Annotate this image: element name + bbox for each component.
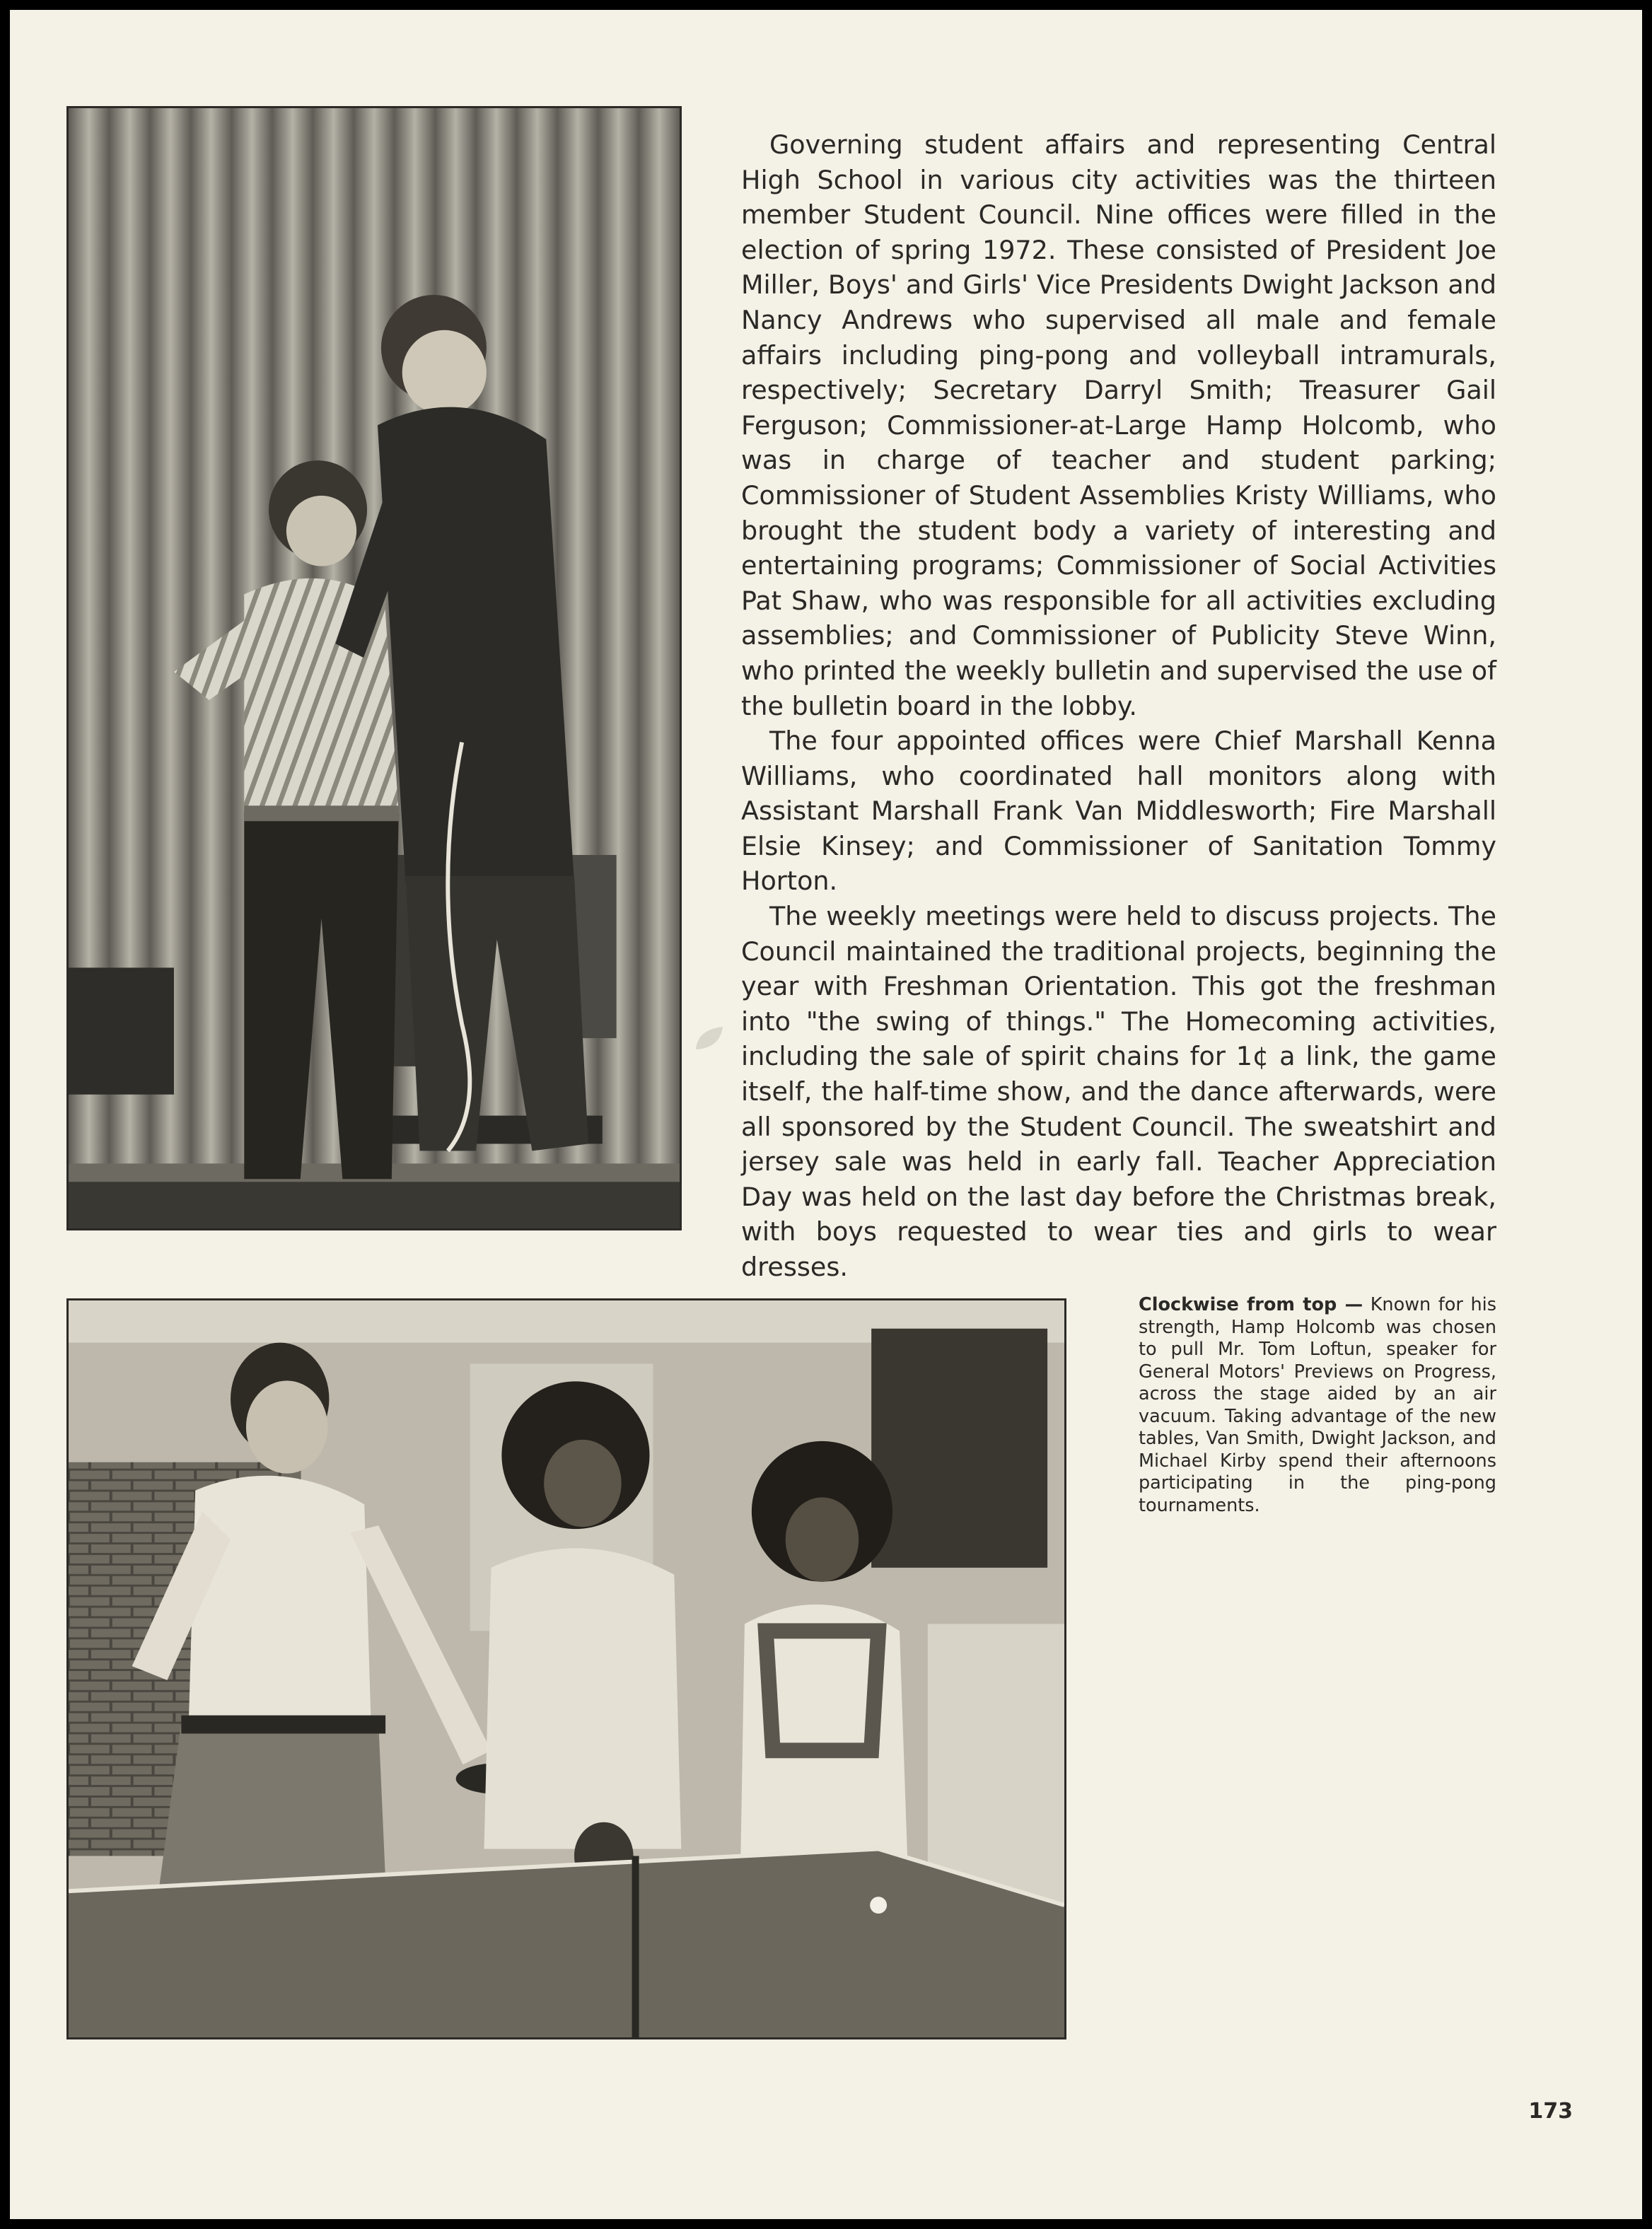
leaf-watermark-icon xyxy=(693,1024,726,1052)
yearbook-page xyxy=(10,10,1642,2219)
ping-pong-photo-graphic xyxy=(69,1300,1064,2037)
article-paragraph: The weekly meetings were held to discuss projects. The Council maintained the traditional projects, beginning the year with Freshman Orientation. This got the freshman into "the swing of things." The Homecoming activities, including the sale of spirit chains for 1¢ a link, the game itself, the half-time show, and the dance afterwards, were all sponsored by the Student Council. The sweatshirt and jersey sale was held in early fall. Teacher Appreciation Day was held on the last day before the Christmas break, with boys requested to wear ties and girls to wear dresses. xyxy=(741,901,1496,1282)
caption-text: Known for his strength, Hamp Holcomb was chosen to pull Mr. Tom Loftun, speaker for General Motors' Previews on Progress, across the stage aided by an air vacuum. Taking advantage of the new tables, Van Smith, Dwight Jackson, and Michael Kirby spend their afternoons participating in the ping-pong tournaments. xyxy=(1139,1294,1496,1516)
photo-caption xyxy=(1139,1294,1496,1517)
article-text xyxy=(741,127,1496,1285)
page-number: 173 xyxy=(1528,2099,1573,2124)
stage-photo xyxy=(66,106,682,1230)
ping-pong-photo xyxy=(66,1298,1066,2039)
article-paragraph: The four appointed offices were Chief Marshall Kenna Williams, who coordinated hall monitors along with Assistant Marshall Frank Van Middlesworth; Fire Marshall Elsie Kinsey; and Commissioner of Sanitation Tommy Horton. xyxy=(741,726,1496,897)
caption-heading: Clockwise from top — xyxy=(1139,1294,1363,1315)
article-paragraph: Governing student affairs and representing Central High School in various city activities was the thirteen member Student Council. Nine offices were filled in the election of spring 1972. These consisted of President Joe Miller, Boys' and Girls' Vice Presidents Dwight Jackson and Nancy Andrews who supervised all male and female affairs including ping-pong and volleyball intramurals, respectively; Secretary Darryl Smith; Treasurer Gail Ferguson; Commissioner-at-Large Hamp Holcomb, who was in charge of teacher and student parking; Commissioner of Student Assemblies Kristy Williams, who brought the student body a variety of interesting and entertaining programs; Commissioner of Social Activities Pat Shaw, who was responsible for all activities excluding assemblies; and Commissioner of Publicity Steve Winn, who printed the weekly bulletin and supervised the use of the bulletin board in the lobby. xyxy=(741,129,1496,721)
stage-photo-graphic xyxy=(69,108,680,1228)
